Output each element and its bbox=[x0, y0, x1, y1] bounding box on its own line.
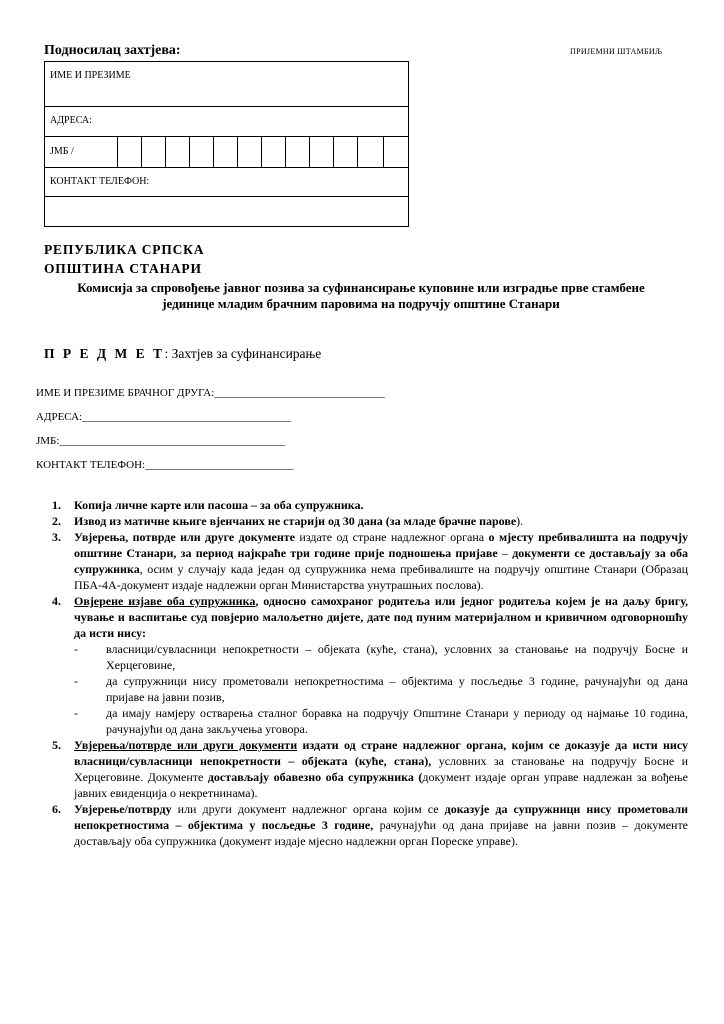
applicant-phone-value-row[interactable] bbox=[45, 197, 408, 228]
jmb-digit-cell[interactable] bbox=[333, 137, 334, 167]
list-item-text: издате од стране надлежног органа bbox=[294, 530, 489, 544]
list-item-text: рачунајући од дана пријаве на јавни позив – документе достављају оба супружника (документ издаје мјесно надлежни орган Пореске управе). bbox=[74, 818, 689, 848]
applicant-address-label: АДРЕСА: bbox=[50, 115, 92, 126]
applicant-name-label: ИМЕ И ПРЕЗИМЕ bbox=[50, 70, 131, 81]
sub-item-text: да имају намјеру остварења сталног боравка на подручју Општине Станари у периоду од најмање 10 година, рачунајући од дана закључења уговора. bbox=[106, 706, 688, 736]
spouse-phone-field[interactable]: КОНТАКТ ТЕЛЕФОН:___________________________ bbox=[36, 459, 294, 471]
list-item-text: о мјесту пребивалишта на подручју општине Станари, за период најкраће три године прије подношења пријаве bbox=[74, 530, 688, 560]
applicant-info-box bbox=[44, 61, 409, 227]
commission-title-line: Комисија за спровођење јавног позива за суфинансирање куповине или изградње прве стамбене bbox=[77, 280, 645, 295]
list-item-text: – bbox=[497, 546, 513, 560]
list-item-text: Овјерене изјаве оба супружника bbox=[74, 594, 256, 608]
sub-item bbox=[74, 641, 688, 673]
applicant-jmb-row bbox=[45, 137, 408, 168]
applicant-phone-row[interactable] bbox=[45, 168, 408, 197]
spouse-name-field[interactable]: ИМЕ И ПРЕЗИМЕ БРАЧНОГ ДРУГА:_______________________________ bbox=[36, 387, 385, 399]
applicant-label: Подносилац захтјева: bbox=[44, 43, 181, 58]
sub-item-text: власници/сувласници непокретности – објеката (куће, стана), условних за становање на подручју Босне и Херцеговине, bbox=[106, 642, 688, 672]
list-item-text: Копија личне карте или пасоша – за оба супружника. bbox=[74, 498, 364, 512]
subject-text: : Захтјев за суфинансирање bbox=[164, 346, 322, 361]
list-item-text: или други документ надлежног органа којим се bbox=[171, 802, 445, 816]
list-item-text: издати од стране надлежног органа, којим се доказује да исти нису власници/сувласници непокретности – објеката (куће, стана), bbox=[74, 738, 689, 768]
list-item-number: 1. bbox=[52, 498, 61, 512]
jmb-digit-cell[interactable] bbox=[213, 137, 214, 167]
list-item bbox=[52, 513, 688, 529]
dash-bullet: - bbox=[74, 674, 78, 688]
jmb-digit-cell[interactable] bbox=[141, 137, 142, 167]
list-item-number: 5. bbox=[52, 738, 61, 752]
commission-title-line: јединице младим брачним паровима на подручју општине Станари bbox=[162, 296, 560, 311]
dash-bullet: - bbox=[74, 706, 78, 720]
applicant-address-row[interactable] bbox=[45, 107, 408, 137]
sub-item bbox=[74, 705, 688, 737]
applicant-name-row[interactable] bbox=[45, 62, 408, 107]
list-item bbox=[52, 801, 688, 849]
commission-title bbox=[36, 280, 686, 312]
list-item-text: доказује да супружници нису прометовали непокретностима – објектима у посљедње 3 године, bbox=[74, 802, 688, 832]
jmb-digit-cell[interactable] bbox=[309, 137, 310, 167]
list-item-text: документи се достављају за оба супружника bbox=[74, 546, 688, 576]
spouse-jmb-field[interactable]: ЈМБ:_________________________________________ bbox=[36, 435, 285, 447]
jmb-digit-cell[interactable] bbox=[261, 137, 262, 167]
jmb-digit-cell[interactable] bbox=[383, 137, 384, 167]
list-item-text: Увјерење/потврду bbox=[74, 802, 172, 816]
republic-heading: РЕПУБЛИКА СРПСКА bbox=[44, 242, 205, 257]
jmb-digit-cell[interactable] bbox=[357, 137, 358, 167]
required-documents-list bbox=[52, 497, 688, 849]
list-item-number: 6. bbox=[52, 802, 61, 816]
list-item bbox=[52, 593, 688, 737]
list-item-text: условних за становање на подручју Босне и Херцеговине. Документе bbox=[74, 754, 689, 784]
list-item-text: Увјерења, потврде или друге документе bbox=[74, 530, 295, 544]
list-item-text: , односно самохраног родитеља или једног родитеља којем је на даљу бригу, чување и васпитање суд повјерио малољетно дијете, дате под пуним материјалном и кривичном одговорношћу да исти нису: bbox=[74, 594, 688, 640]
reception-stamp-label: ПРИЈЕМНИ ШТАМБИЉ bbox=[570, 47, 663, 56]
list-item-text: достављају обавезно оба супружника ( bbox=[207, 770, 423, 784]
list-item bbox=[52, 497, 688, 513]
list-item bbox=[52, 529, 688, 593]
jmb-digit-cell[interactable] bbox=[285, 137, 286, 167]
dash-bullet: - bbox=[74, 642, 78, 656]
jmb-digit-cell[interactable] bbox=[189, 137, 190, 167]
list-item-text: ). bbox=[516, 514, 524, 528]
list-item-number: 3. bbox=[52, 530, 61, 544]
sub-item-text: да супружници нису прометовали непокретностима – објектима у посљедње 3 године, рачунајући од дана пријаве на јавни позив, bbox=[106, 674, 688, 704]
list-item-text: , осим у случају када један од супружника нема пребивалиште на подручју општине Станари (Образац ПБА-4А-документ издаје надлежни орган Министарства унутрашњих послова). bbox=[74, 562, 688, 592]
list-item-text: Извод из матичне књиге вјенчаних не старији од 30 дана (за младе брачне парове bbox=[74, 514, 517, 528]
sub-item bbox=[74, 673, 688, 705]
subject-line bbox=[44, 346, 321, 362]
subject-label: П Р Е Д М Е Т bbox=[44, 346, 165, 361]
spouse-address-field[interactable]: АДРЕСА:______________________________________ bbox=[36, 411, 292, 423]
list-item-number: 2. bbox=[52, 514, 61, 528]
list-item-text: Увјерења/потврде или други документи bbox=[74, 738, 298, 752]
list-item-text: документ издаје орган управе надлежан за вођење јавних евиденција о некретнинама). bbox=[74, 770, 688, 800]
applicant-phone-label: КОНТАКТ ТЕЛЕФОН: bbox=[50, 176, 150, 187]
applicant-jmb-label: ЈМБ / bbox=[50, 146, 74, 157]
jmb-digit-cell[interactable] bbox=[237, 137, 238, 167]
jmb-digit-cell[interactable] bbox=[117, 137, 118, 167]
list-item-number: 4. bbox=[52, 594, 61, 608]
municipality-heading: ОПШТИНА СТАНАРИ bbox=[44, 261, 202, 276]
list-item bbox=[52, 737, 688, 801]
jmb-digit-cell[interactable] bbox=[165, 137, 166, 167]
